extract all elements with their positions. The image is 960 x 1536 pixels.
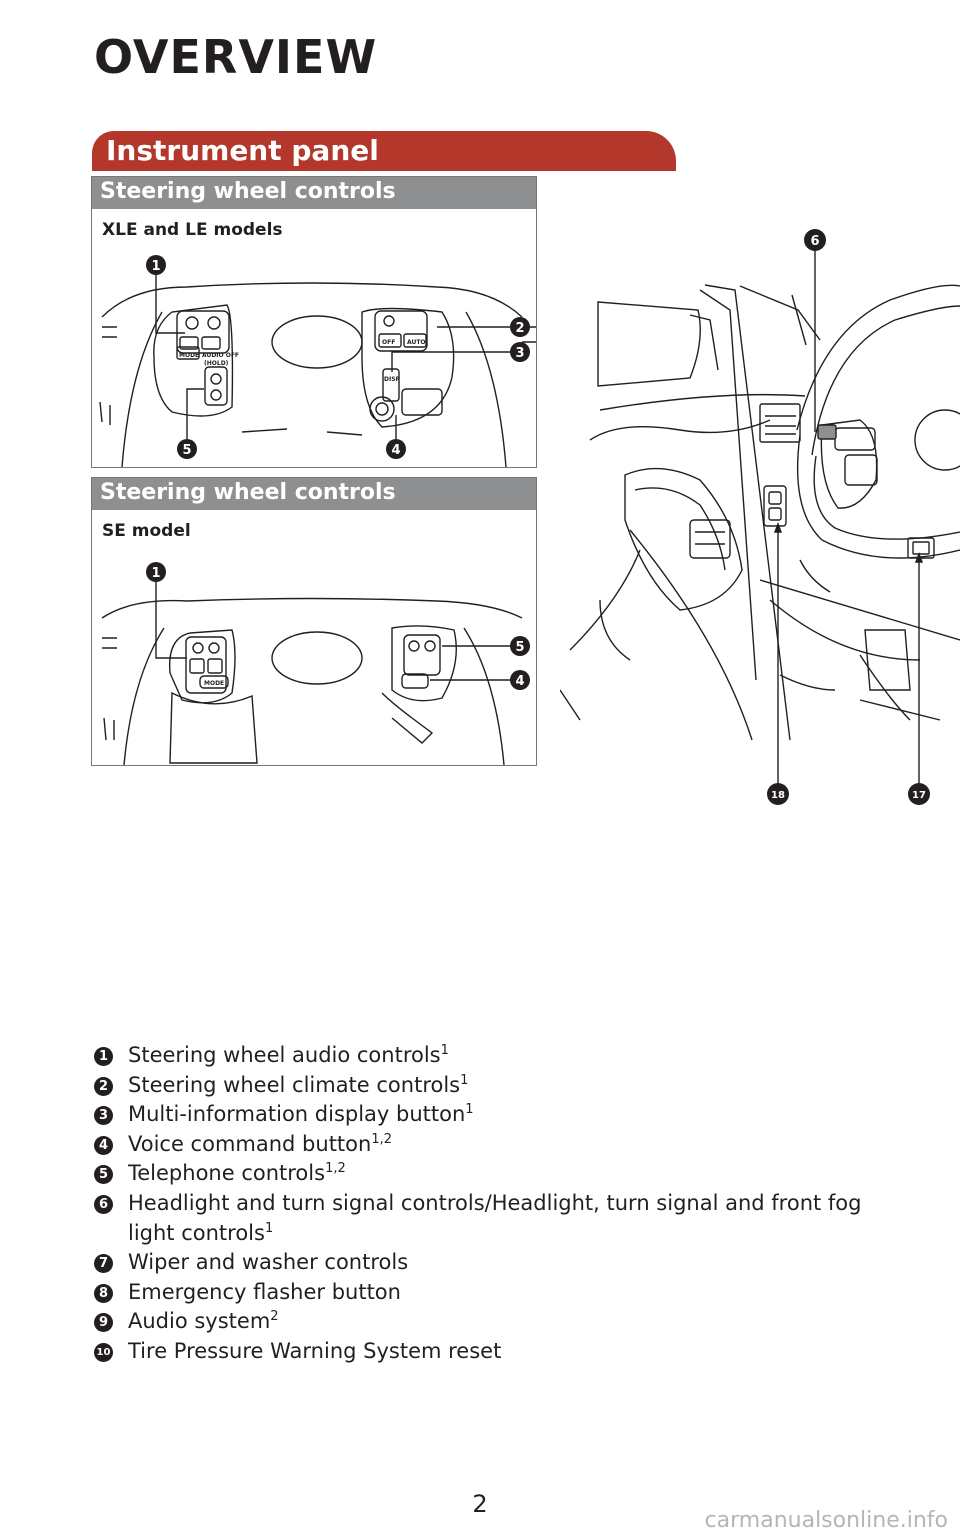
legend-number: 8	[94, 1284, 113, 1303]
legend-item	[94, 1100, 948, 1130]
footnote-ref: 1,2	[371, 1131, 393, 1147]
watermark[interactable]: carmanualsonline.info	[704, 1508, 948, 1533]
legend-item	[94, 1337, 948, 1367]
footnote-ref: 1	[264, 1220, 274, 1236]
legend-number: 6	[94, 1195, 113, 1214]
main-callout-17: 17	[912, 790, 926, 801]
footnote-ref: 1	[440, 1043, 449, 1058]
legend-item	[94, 1041, 948, 1071]
legend-item	[94, 1248, 948, 1278]
callout-4: 4	[391, 443, 401, 458]
off-label: OFF	[382, 339, 396, 346]
legend-number: 3	[94, 1106, 113, 1125]
legend-item	[94, 1189, 948, 1248]
legend-item	[94, 1159, 948, 1189]
callout-5: 5	[182, 443, 192, 458]
callout-1: 1	[151, 259, 161, 274]
legend-item	[94, 1130, 948, 1160]
legend-text: Headlight and turn signal controls/Headlight, turn signal and front fog	[128, 1190, 862, 1215]
legend-text: Tire Pressure Warning System reset	[128, 1338, 502, 1363]
footnote-ref: 1	[465, 1102, 474, 1118]
footnote-ref: 2	[270, 1309, 279, 1325]
box-subtitle: SE model	[102, 521, 191, 541]
callout-1: 1	[151, 566, 161, 581]
mode-label: MODE	[204, 680, 225, 687]
legend-text: Emergency flasher button	[128, 1279, 401, 1304]
callout-4: 4	[515, 674, 525, 689]
callout-2: 2	[515, 321, 525, 336]
legend-number: 2	[94, 1077, 113, 1096]
legend-number: 7	[94, 1254, 113, 1273]
box-header: Steering wheel controls	[92, 177, 536, 209]
legend-text: Voice command button	[128, 1131, 372, 1156]
legend-item	[94, 1071, 948, 1101]
auto-label: AUTO	[407, 339, 426, 346]
disp-label: DISP	[384, 376, 400, 383]
legend-number: 10	[94, 1343, 113, 1362]
legend-text: Steering wheel climate controls	[128, 1072, 461, 1097]
steering-wheel-illustration-xle	[92, 177, 536, 467]
callout-3: 3	[515, 346, 525, 361]
page-number: 2	[472, 1490, 488, 1518]
legend-text-continued: light controls	[128, 1220, 265, 1245]
legend-number: 5	[94, 1165, 113, 1184]
instrument-panel-illustration	[560, 220, 960, 820]
legend-text: Audio system	[128, 1309, 271, 1334]
legend-text: Steering wheel audio controls	[128, 1043, 441, 1067]
footnote-ref: 1,2	[325, 1161, 346, 1177]
steering-controls-box-xle-le	[91, 176, 537, 468]
legend-list	[94, 1041, 948, 1367]
audio-off-label: AUDIO OFF	[202, 352, 240, 359]
callout-5: 5	[515, 640, 525, 655]
steering-wheel-illustration-se	[92, 478, 536, 765]
steering-controls-box-se	[91, 477, 537, 766]
legend-number: 1	[94, 1047, 113, 1066]
legend-text: Telephone controls	[128, 1161, 326, 1186]
legend-item	[94, 1307, 948, 1337]
legend-number: 4	[94, 1136, 113, 1155]
box-header: Steering wheel controls	[92, 478, 536, 510]
section-banner	[92, 131, 676, 171]
section-title: Instrument panel	[106, 134, 379, 167]
mode-label: MODE	[179, 352, 200, 359]
main-callout-6: 6	[810, 234, 820, 249]
main-callout-18: 18	[771, 790, 785, 801]
box-subtitle: XLE and LE models	[102, 220, 283, 240]
legend-item	[94, 1278, 948, 1308]
footnote-ref: 1	[460, 1072, 469, 1088]
hold-label: (HOLD)	[204, 360, 229, 367]
legend-text: Wiper and washer controls	[128, 1250, 409, 1275]
legend-number: 9	[94, 1313, 113, 1332]
page-title: OVERVIEW	[94, 30, 378, 84]
legend-text: Multi-information display button	[128, 1102, 466, 1127]
